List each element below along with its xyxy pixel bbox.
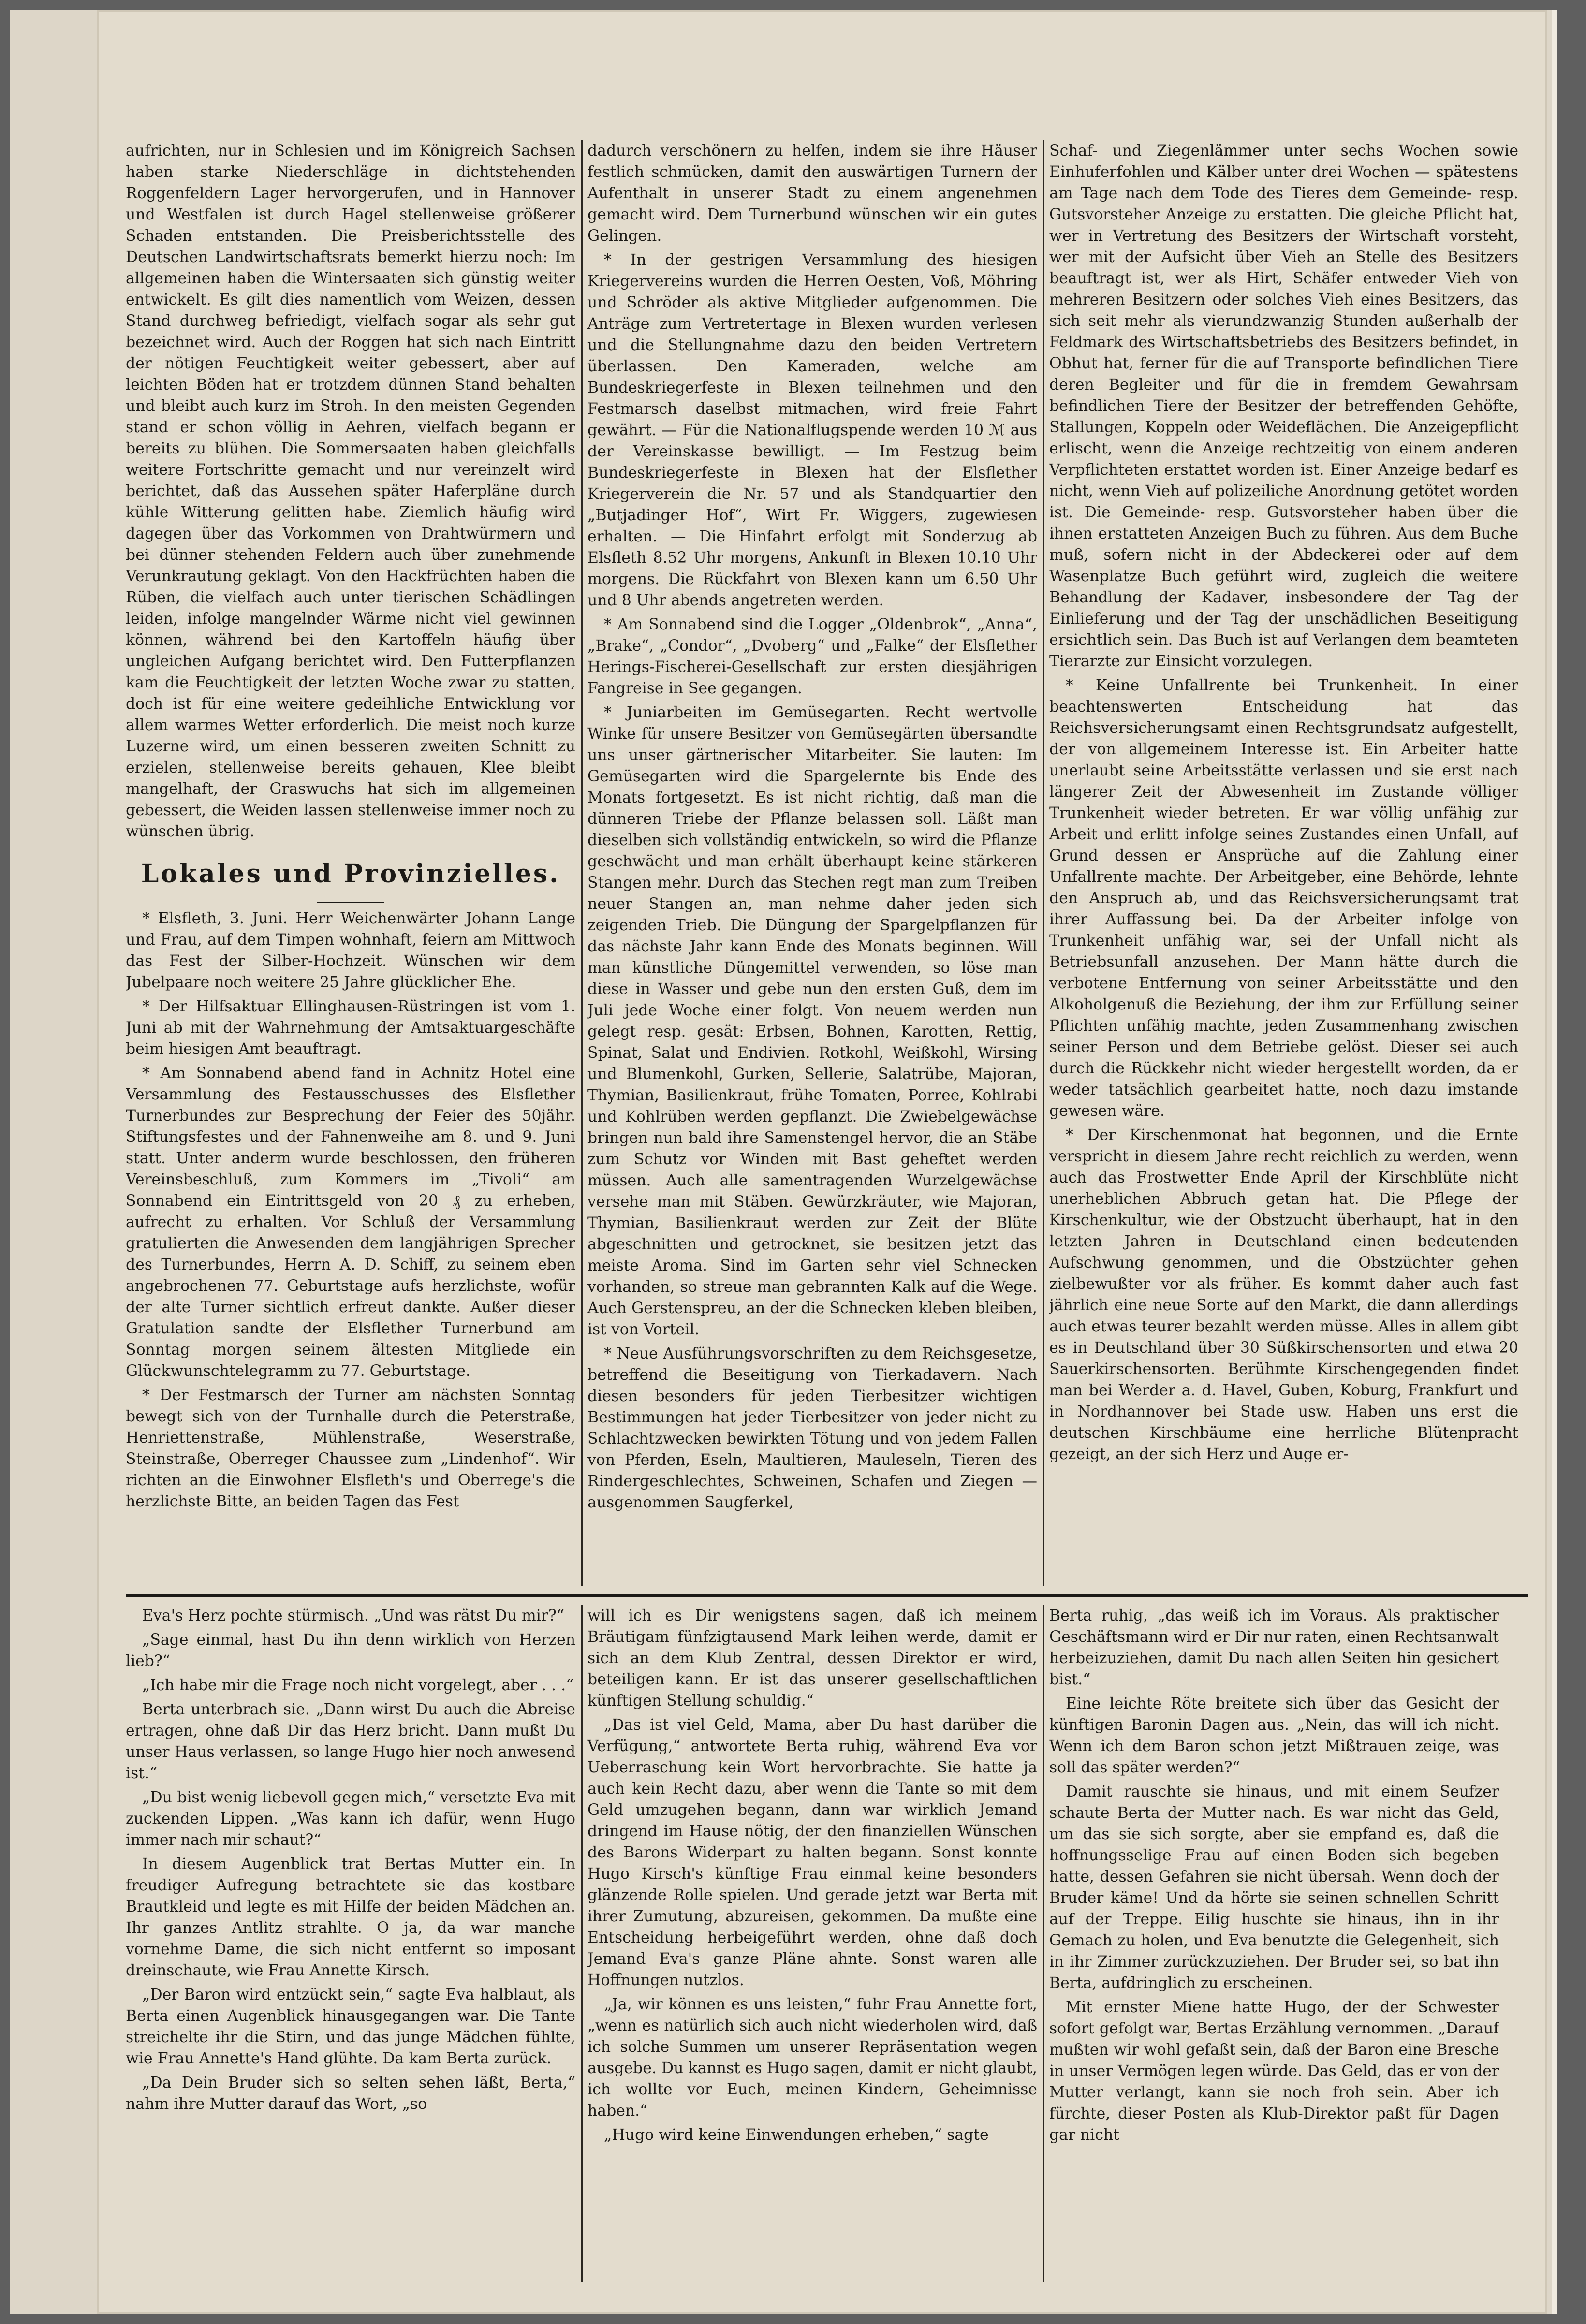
paragraph: „Der Baron wird entzückt sein,“ sagte Eva halblaut, als Berta einen Augenblick hinausgegangen war. Die Tante streichelte ihr die Stirn, und das junge Mädchen fühlte, wie Frau Annette's Hand glühte. Da kam Berta zurück. <box>126 1986 575 2067</box>
paragraph: * Am Sonnabend abend fand in Achnitz Hotel eine Versammlung des Festausschusses des Elsflether Turnerbundes zur Besprechung der Feier des 50jähr. Stiftungsfestes und der Fahnenweihe am 8. und 9. Juni statt. Unter anderm wurde beschlossen, den früheren Vereinsbeschluß, zum Kommers im „Tivoli“ am Sonnabend ein Eintrittsgeld von 20 ₰ zu erheben, aufrecht zu erhalten. Vor Schluß der Versammlung gratulierten die Anwesenden dem langjährigen Sprecher des Turnerbundes, Herrn A. D. Schiff, zu seinem eben angebrochenen 77. Geburtstage aufs herzlichste, wofür der alte Turner sichtlich erfreut dankte. Außer dieser Gratulation sandte der Elsflether Turnerbund am Sonntag morgen seinem ältesten Mitgliede ein Glückwunschtelegramm zu 77. Geburtstage. <box>126 1065 575 1380</box>
paragraph: „Da Dein Bruder sich so selten sehen läßt, Berta,“ nahm ihre Mutter darauf das Wort, „so <box>126 2074 575 2113</box>
paragraph: „Ich habe mir die Frage noch nicht vorgelegt, aber . . .“ <box>142 1677 574 1694</box>
serial-story-column-1 <box>126 1605 575 2282</box>
column-divider <box>581 140 583 1586</box>
paragraph: dadurch verschönern zu helfen, indem sie ihre Häuser festlich schmücken, damit den auswärtigen Turnern der Aufenthalt in unserer Stadt zu einem angenehmen gemacht wird. Dem Turnerbund wünschen wir ein gutes Gelingen. <box>587 142 1037 245</box>
paragraph: * Am Sonnabend sind die Logger „Oldenbrok“, „Anna“, „Brake“, „Condor“, „Dvoberg“ und „Falke“ der Elsflether Herings-Fischerei-Gesellschaft zur ersten diesjährigen Fangreise in See gegangen. <box>587 616 1037 697</box>
article-column-2 <box>587 140 1037 1586</box>
paragraph: „Du bist wenig liebevoll gegen mich,“ versetzte Eva mit zuckenden Lippen. „Was kann ich dafür, wenn Hugo immer nach mir schaut?“ <box>126 1789 575 1849</box>
serial-story-column-2 <box>587 1605 1037 2282</box>
paragraph: * Keine Unfallrente bei Trunkenheit. In einer beachtenswerten Entscheidung hat das Reichsversicherungsamt einen Rechtsgrundsatz aufgestellt, der von allgemeinem Interesse ist. Ein Arbeiter hatte unerlaubt seine Arbeitsstätte verlassen und sie erst nach längerer Zeit der Abwesenheit im Zustande völliger Trunkenheit wieder betreten. Er war völlig unfähig zur Arbeit und erlitt infolge seines Zustandes einen Unfall, auf Grund dessen er Ansprüche auf die Zahlung einer Unfallrente machte. Der Arbeitgeber, eine Behörde, lehnte den Anspruch ab, und das Reichsversicherungsamt trat ihrer Auffassung bei. Da der Arbeiter infolge von Trunkenheit unfähig war, sei der Unfall nicht als Betriebsunfall anzusehen. Der Mann hätte durch die verbotene Entfernung von seiner Arbeitsstätte und den Alkoholgenuß die Beziehung, der ihm zur Erfüllung seiner Pflichten unfähig machte, jeden Zusammenhang zwischen seiner Person und dem Betriebe gelöst. Dieser sei auch durch die Rückkehr nicht wieder hergestellt worden, da er weder tatsächlich gearbeitet hatte, noch dazu imstande gewesen wäre. <box>1049 677 1518 1120</box>
paragraph: will ich es Dir wenigstens sagen, daß ich meinem Bräutigam fünfzigtausend Mark leihen werde, damit er sich an dem Klub Zentral, dessen Direktor er wird, beteiligen kann. Er ist das unserer gesellschaftlichen künftigen Stellung schuldig.“ <box>587 1607 1037 1710</box>
paragraph: aufrichten, nur in Schlesien und im Königreich Sachsen haben starke Niederschläge in dichtstehenden Roggenfeldern Lager hervorgerufen, und in Hannover und Westfalen ist durch Hagel stellenweise größerer Schaden entstanden. Die Preisberichtsstelle des Deutschen Landwirtschaftsrats bemerkt hierzu noch: Im allgemeinen haben die Wintersaaten sich günstig weiter entwickelt. Es gilt dies namentlich vom Weizen, dessen Stand durchweg befriedigt, vielfach sogar als sehr gut bezeichnet wird. Auch der Roggen hat sich nach Eintritt der nötigen Feuchtigkeit weiter gebessert, aber auf leichten Böden hat er trotzdem dünnen Stand behalten und bleibt auch kurz im Stroh. In den meisten Gegenden stand er schon völlig in Aehren, vielfach begann er bereits zu blühen. Die Sommersaaten haben gleichfalls weitere Fortschritte gemacht und nur vereinzelt wird berichtet, daß das Aussehen später Haferpläne durch kühle Witterung gelitten habe. Ziemlich häufig wird dagegen über das Vorkommen von Drahtwürmern und bei dünner stehenden Feldern auch über zunehmende Verunkrautung geklagt. Von den Hackfrüchten haben die Rüben, die vielfach auch unter tierischen Schädlingen leiden, infolge mangelnder Wärme nicht viel gewinnen können, während bei den Kartoffeln häufig über ungleichen Aufgang berichtet wird. Den Futterpflanzen kam die Feuchtigkeit der letzten Woche zwar zu statten, doch ist für eine weitere gedeihliche Entwicklung vor allem warmes Wetter erforderlich. Die meist noch kurze Luzerne wird, um einen besseren zweiten Schnitt zu erzielen, stellenweise bereits gehauen, Klee bleibt mangelhaft, der Graswuchs hat sich im allgemeinen gebessert, die Weiden lassen stellenweise immer noch zu wünschen übrig. <box>126 142 575 840</box>
paragraph: Damit rauschte sie hinaus, und mit einem Seufzer schaute Berta der Mutter nach. Es war nicht das Geld, um das sie sich sorgte, aber sie empfand es, daß die hoffnungsselige Frau auf einen Boden sich begeben hatte, dessen Gefahren sie nicht übersah. Wenn doch der Bruder käme! Und da hörte sie seinen schnellen Schritt auf der Treppe. Eilig huschte sie hinaus, ihn in ihr Gemach zu holen, und Eva benutzte die Gelegenheit, sich in ihr Zimmer zurückzuziehen. Der Bruder sei, so bat ihn Berta, aufdringlich zu erscheinen. <box>1049 1783 1499 1992</box>
paragraph: * Juniarbeiten im Gemüsegarten. Recht wertvolle Winke für unsere Besitzer von Gemüsegärten übersandte uns unser gärtnerischer Mitarbeiter. Sie lauten: Im Gemüsegarten wird die Spargelernte bis Ende des Monats fortgesetzt. Es ist nicht richtig, daß man die dünneren Triebe der Pflanze belassen soll. Läßt man dieselben sich vollständig entwickeln, so wird die Pflanze geschwächt und man erhält überhaupt keine stärkeren Stangen mehr. Durch das Stechen regt man zum Treiben neuer Stangen an, man nehme daher jeden sich zeigenden Trieb. Die Düngung der Spargelpflanzen für das nächste Jahr kann Ende des Monats beginnen. Will man künstliche Düngemittel verwenden, so löse man diese in Wasser und gebe nun den ersten Guß, dem im Juli jede Woche einer folgt. Von neuem werden nun gelegt resp. gesät: Erbsen, Bohnen, Karotten, Rettig, Spinat, Salat und Endivien. Rotkohl, Weißkohl, Wirsing und Blumenkohl, Gurken, Sellerie, Salatrübe, Majoran, Thymian, Basilienkraut, frühe Tomaten, Porree, Kohlrabi und Kohlrüben werden gepflanzt. Die Zwiebelgewächse bringen nun bald ihre Samenstengel hervor, die an Stäbe zum Schutz vor Winden mit Bast geheftet werden müssen. Auch alle samentragenden Wurzelgewächse versehe man mit Stäben. Gewürzkräuter, wie Majoran, Thymian, Basilienkraut werden zur Zeit der Blüte abgeschnitten und getrocknet, sie besitzen jetzt das meiste Aroma. Sind im Garten sehr viel Schnecken vorhanden, so streue man gebrannten Kalk auf die Wege. Auch Gerstenspreu, an der die Schnecken kleben bleiben, ist von Vorteil. <box>587 704 1037 1338</box>
paragraph: * Der Festmarsch der Turner am nächsten Sonntag bewegt sich von der Turnhalle durch die Peterstraße, Henriettenstraße, Mühlenstraße, Weserstraße, Steinstraße, Oberreger Chaussee zum „Lindenhof“. Wir richten an die Einwohner Elsfleth's und Oberrege's die herzlichste Bitte, an beiden Tagen das Fest <box>126 1387 575 1510</box>
scan-background <box>10 10 1557 2314</box>
adjacent-page-edge <box>1552 10 1557 2314</box>
newspaper-page <box>97 10 1547 2314</box>
paragraph: „Hugo wird keine Einwendungen erheben,“ sagte <box>604 2126 989 2144</box>
paragraph: In diesem Augenblick trat Bertas Mutter ein. In freudiger Aufregung betrachtete sie das kostbare Brautkleid und legte es mit Hilfe der beiden Mädchen an. Ihr ganzes Antlitz strahlte. O ja, da war manche vornehme Dame, die sich nicht entfernt so imposant dreinschaute, wie Frau Annette Kirsch. <box>126 1856 575 1979</box>
section-heading: Lokales und Provinzielles. <box>141 859 560 889</box>
paragraph: * Der Kirschenmonat hat begonnen, und die Ernte verspricht in diesem Jahre recht reichlich zu werden, wenn auch das Frostwetter Ende April der Kirschblüte nicht unerheblichen Abbruch getan hat. Die Pflege der Kirschenkultur, wie der Obstzucht überhaupt, hat in den letzten Jahren in Deutschland einen bedeutenden Aufschwung genommen, und die Obstzüchter gehen zielbewußter vor als früher. Es kommt daher auch fast jährlich eine neue Sorte auf den Markt, die dann allerdings auch etwas teurer bezahlt werden müsse. Alles in allem gibt es in Deutschland über 30 Süßkirschensorten und etwa 20 Sauerkirschensorten. Berühmte Kirschengegenden findet man bei Werder a. d. Havel, Guben, Koburg, Frankfurt und in Nordhannover bei Stade usw. Haben uns erst die deutschen Kirschbäume eine herrliche Blütenpracht gezeigt, an der sich Herz und Auge er- <box>1049 1126 1518 1463</box>
column-divider <box>1043 140 1044 1586</box>
paragraph: Mit ernster Miene hatte Hugo, der der Schwester sofort gefolgt war, Bertas Erzählung vernommen. „Darauf mußten wir wohl gefaßt sein, daß der Baron eine Bresche in unser Vermögen legen würde. Das Geld, das er von der Mutter verlangt, kann sie noch froh sein. Aber ich fürchte, dieser Posten als Klub-Direktor paßt für Dagen gar nicht <box>1049 1999 1499 2144</box>
heading-ornament <box>126 893 575 903</box>
paragraph: „Das ist viel Geld, Mama, aber Du hast darüber die Verfügung,“ antwortete Berta ruhig, während Eva vor Ueberraschung kein Wort hervorbrachte. Sie hatte ja auch kein Recht dazu, aber wenn die Tante so mit dem Geld umzugehen begann, dann war wirklich Jemand dringend im Hause nötig, der den finanziellen Wünschen des Barons Widerpart zu halten begann. Sonst konnte Hugo Kirsch's künftige Frau einmal keine besonders glänzende Rolle spielen. Und gerade jetzt war Berta mit ihrer Zumutung, abzureisen, gekommen. Da mußte eine Entscheidung herbeigeführt werden, ohne daß doch Jemand Eva's ganze Pläne ahnte. Sonst waren alle Hoffnungen nutzlos. <box>587 1716 1037 1989</box>
paragraph: „Ja, wir können es uns leisten,“ fuhr Frau Annette fort, „wenn es natürlich sich auch nicht wiederholen wird, daß ich solche Summen um unserer Repräsentation wegen ausgebe. Du kannst es Hugo sagen, damit er nicht glaubt, ich wollte vor Euch, meinen Kindern, Geheimnisse haben.“ <box>587 1996 1037 2119</box>
paragraph: Berta ruhig, „das weiß ich im Voraus. Als praktischer Geschäftsmann wird er Dir nur raten, einen Rechtsanwalt herbeizuziehen, damit Du nach allen Seiten hin gesichert bist.“ <box>1049 1607 1499 1688</box>
paragraph: Eva's Herz pochte stürmisch. „Und was rätst Du mir?“ <box>142 1607 564 1624</box>
column-divider <box>1043 1605 1044 2282</box>
paragraph: Berta unterbrach sie. „Dann wirst Du auch die Abreise ertragen, ohne daß Dir das Herz bricht. Dann mußt Du unser Haus verlassen, so lange Hugo hier noch anwesend ist.“ <box>126 1701 575 1782</box>
paragraph: * Neue Ausführungsvorschriften zu dem Reichsgesetze, betreffend die Beseitigung von Tierkadavern. Nach diesen besonders für jeden Tierbesitzer wichtigen Bestimmungen hat jeder Tierbesitzer von jeder nicht zu Schlachtzwecken bewirkten Tötung und von jedem Fallen von Pferden, Eseln, Maultieren, Mauleseln, Tieren des Rindergeschlechtes, Schweinen, Schafen und Ziegen — ausgenommen Saugferkel, <box>587 1345 1037 1511</box>
paragraph: * Elsfleth, 3. Juni. Herr Weichenwärter Johann Lange und Frau, auf dem Timpen wohnhaft, feiern am Mittwoch das Fest der Silber-Hochzeit. Wünschen wir dem Jubelpaare noch weitere 25 Jahre glücklicher Ehe. <box>126 910 575 991</box>
serial-story-column-3 <box>1049 1605 1499 2282</box>
column-divider <box>581 1605 583 2282</box>
paragraph: Eine leichte Röte breitete sich über das Gesicht der künftigen Baronin Dagen aus. „Nein, das will ich nicht. Wenn ich dem Baron schon jetzt Mißtrauen zeige, was soll das später werden?“ <box>1049 1695 1499 1776</box>
paragraph: „Sage einmal, hast Du ihn denn wirklich von Herzen lieb?“ <box>126 1631 575 1670</box>
paragraph: * In der gestrigen Versammlung des hiesigen Kriegervereins wurden die Herren Oesten, Voß, Möhring und Schröder als aktive Mitglieder aufgenommen. Die Anträge zum Vertretertage in Blexen wurden verlesen und die Stellungnahme dazu den beiden Vertretern überlassen. Den Kameraden, welche am Bundeskriegerfeste in Blexen teilnehmen und den Festmarsch daselbst mitmachen, wird freie Fahrt gewährt. — Für die Nationalflugspende werden 10 ℳ aus der Vereinskasse bewilligt. — Im Festzug beim Bundeskriegerfeste in Blexen hat der Elsflether Kriegerverein die Nr. 57 und als Standquartier den „Butjadinger Hof“, Wirt Fr. Wiggers, zugewiesen erhalten. — Die Hinfahrt erfolgt mit Sonderzug ab Elsfleth 8.52 Uhr morgens, Ankunft in Blexen 10.10 Uhr morgens. Die Rückfahrt von Blexen kann um 6.50 Uhr und 8 Uhr abends angetreten werden. <box>587 251 1037 609</box>
article-column-1 <box>126 140 575 1586</box>
paragraph: Schaf- und Ziegenlämmer unter sechs Wochen sowie Einhuferfohlen und Kälber unter drei Wochen — spätestens am Tage nach dem Tode des Tieres dem Gemeinde- resp. Gutsvorsteher Anzeige zu erstatten. Die gleiche Pflicht hat, wer in Vertretung des Besitzers der Wirtschaft vorsteht, wer mit der Aufsicht über Vieh an Stelle des Besitzers beauftragt ist, wer als Hirt, Schäfer entweder Vieh von mehreren Besitzern oder solches Vieh eines Besitzers, das sich seit mehr als vierundzwanzig Stunden außerhalb der Feldmark des Wirtschaftsbetriebs des Besitzers befindet, in Obhut hat, ferner für die auf Transporte befindlichen Tiere deren Begleiter und für die in fremdem Gewahrsam befindlichen Tiere der Besitzer der betreffenden Gehöfte, Stallungen, Koppeln oder Weideflächen. Die Anzeigepflicht erlischt, wenn die Anzeige rechtzeitig von einem anderen Verpflichteten erstattet worden ist. Einer Anzeige bedarf es nicht, wenn Vieh auf polizeiliche Anordnung getötet worden ist. Die Gemeinde- resp. Gutsvorsteher haben über die ihnen erstatteten Anzeigen Buch zu führen. Aus dem Buche muß, sofern nicht in der Abdeckerei oder auf dem Wasenplatze Buch geführt wird, zugleich die weitere Behandlung der Kadaver, insbesondere der Tag der Einlieferung und der Tag der unschädlichen Beseitigung ersichtlich sein. Das Buch ist auf Verlangen dem beamteten Tierarzte zur Einsicht vorzulegen. <box>1049 142 1518 670</box>
feuilleton-separator <box>126 1594 1528 1597</box>
article-column-3 <box>1049 140 1518 1586</box>
paragraph: * Der Hilfsaktuar Ellinghausen-Rüstringen ist vom 1. Juni ab mit der Wahrnehmung der Amtsaktuargeschäfte beim hiesigen Amt beauftragt. <box>126 998 575 1058</box>
